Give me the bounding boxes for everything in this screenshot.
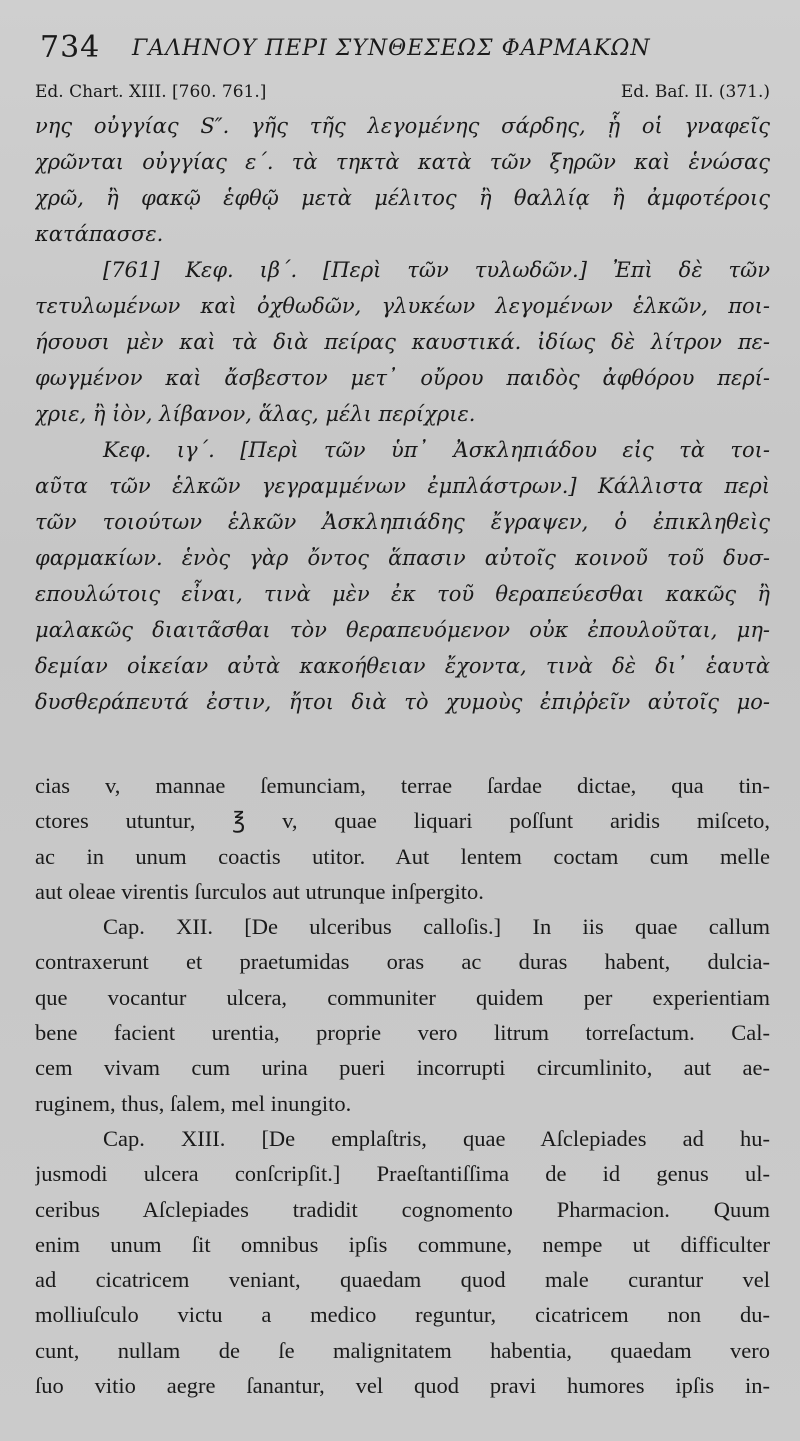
latin-line: cunt, nullam de ſe malignitatem habentia, quaedam vero [35, 1337, 770, 1363]
latin-line: que vocantur ulcera, communiter quidem per experientiam [35, 984, 770, 1010]
latin-line: Cap. XIII. [De emplaſtris, quae Aſclepiades ad hu- [103, 1125, 770, 1151]
page-header [40, 30, 780, 70]
greek-line: χρῶ, ἢ φακῷ ἑφθῷ μετὰ μέλιτος ἢ θαλλίᾳ ἢ ἀμφοτέροις [35, 186, 770, 210]
latin-line: contraxerunt et praetumidas oras ac duras habent, dulcia- [35, 949, 770, 975]
running-title: ΓΑΛΗΝΟΥ ΠΕΡΙ ΣΥΝΘΕΣΕΩΣ ΦΑΡΜΑΚΩΝ [132, 36, 651, 61]
latin-line: cem vivam cum urina pueri incorrupti circumlinito, aut ae- [35, 1055, 770, 1081]
greek-line: αῦτα τῶν ἑλκῶν γεγραμμένων ἐμπλάστρων.] Κάλλιστα περὶ [35, 474, 770, 498]
latin-line: Cap. XII. [De ulceribus calloſis.] In iis quae callum [103, 914, 770, 940]
greek-line: κατάπασσε. [35, 222, 164, 246]
greek-line: [761] Κεφ. ιβ΄. [Περὶ τῶν τυλωδῶν.] Ἐπὶ δὲ τῶν [103, 258, 770, 282]
latin-line: ruginem, thus, ſalem, mel inungito. [35, 1090, 352, 1116]
greek-line: νης οὐγγίας S″. γῆς τῆς λεγομένης σάρδης, ᾗ οἱ γναφεῖς [35, 114, 770, 138]
latin-line: molliuſculo victu a medico reguntur, cicatricem non du- [35, 1302, 770, 1328]
edition-left: Ed. Chart. XIII. [760. 761.] [35, 82, 267, 102]
latin-line: ac in unum coactis utitor. Aut lentem coctam cum melle [35, 843, 770, 869]
page-number: 734 [40, 30, 101, 65]
latin-line: bene facient urentia, proprie vero litrum torreſactum. Cal- [35, 1020, 770, 1046]
greek-line: ήσουσι μὲν καὶ τὰ διὰ πείρας καυστικά. ἰδίως δὲ λίτρον πε- [35, 330, 770, 354]
greek-line: δεμίαν οἰκείαν αὐτὰ κακοήθειαν ἔχοντα, τινὰ δὲ δι᾽ ἑαυτὰ [35, 654, 770, 678]
greek-text-block [35, 108, 770, 720]
greek-line: φωγμένον καὶ ἄσβεστον μετ᾽ οὔρου παιδὸς ἀφθόρου περί- [35, 366, 770, 390]
latin-line: ceribus Aſclepiades tradidit cognomento Pharmacion. Quum [35, 1196, 770, 1222]
latin-line: ſuo vitio aegre ſanantur, vel quod pravi humores ipſis in- [35, 1373, 770, 1399]
latin-line: ctores utuntur, ℥ v, quae liquari poſſunt aridis miſceto, [35, 808, 770, 834]
greek-line: επουλώτοις εἶναι, τινὰ μὲν ἐκ τοῦ θεραπεύεσθαι κακῶς ἢ [35, 582, 770, 606]
latin-line: enim unum ſit omnibus ipſis commune, nempe ut difficulter [35, 1231, 770, 1257]
latin-line: jusmodi ulcera conſcripſit.] Praeſtantiſſima de id genus ul- [35, 1161, 770, 1187]
greek-line: τετυλωμένων καὶ ὀχθωδῶν, γλυκέων λεγομένων ἑλκῶν, ποι- [35, 294, 770, 318]
greek-line: χρῶνται οὐγγίας ε΄. τὰ τηκτὰ κατὰ τῶν ξηρῶν καὶ ἑνώσας [35, 150, 770, 174]
edition-reference-row [35, 82, 770, 108]
greek-line: Κεφ. ιγ΄. [Περὶ τῶν ὑπ᾽ Ἀσκληπιάδου εἰς τὰ τοι- [103, 438, 770, 462]
latin-line: cias v, mannae ſemunciam, terrae ſardae dictae, qua tin- [35, 773, 770, 798]
greek-line: φαρμακίων. ἑνὸς γὰρ ὄντος ἅπασιν αὐτοῖς κοινοῦ τοῦ δυσ- [35, 546, 770, 570]
edition-right: Ed. Baſ. II. (371.) [620, 82, 770, 102]
latin-line: ad cicatricem veniant, quaedam quod male curantur vel [35, 1267, 770, 1293]
latin-text-block [35, 768, 770, 1403]
greek-line: τῶν τοιούτων ἑλκῶν Ἀσκληπιάδης ἔγραψεν, ὁ ἐπικληθεὶς [35, 510, 770, 534]
greek-line: μαλακῶς διαιτᾶσθαι τὸν θεραπευόμενον οὐκ ἐπουλοῦται, μη- [35, 618, 770, 642]
greek-line: δυσθεράπευτά ἐστιν, ἤτοι διὰ τὸ χυμοὺς ἐπιῤῥεῖν αὐτοῖς μο- [35, 690, 770, 714]
latin-line: aut oleae virentis ſurculos aut utrunque inſpergito. [35, 878, 484, 904]
greek-line: χριε, ἢ ἰὸν, λίβανον, ἅλας, μέλι περίχριε. [35, 402, 476, 426]
